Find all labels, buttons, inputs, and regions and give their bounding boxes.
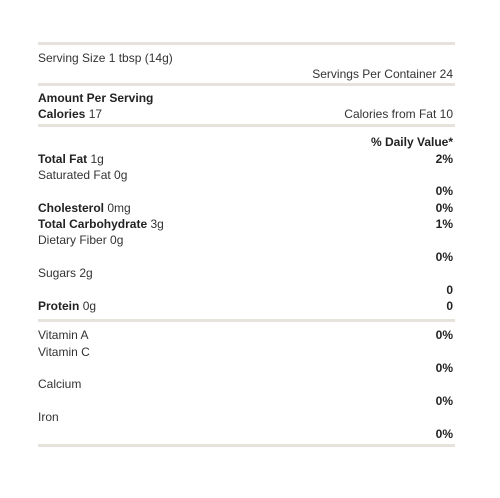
sugars-name: Sugars 2g — [38, 266, 93, 280]
total-fat-name: Total Fat — [38, 152, 88, 166]
protein-name: Protein — [38, 299, 80, 313]
vitamin-a-name: Vitamin A — [38, 328, 89, 342]
calories-rule — [38, 124, 455, 127]
bottom-rule — [38, 444, 455, 447]
serving-size: Serving Size 1 tbsp (14g) — [38, 51, 173, 65]
saturated-fat-name: Saturated Fat 0g — [38, 168, 128, 182]
iron-name: Iron — [38, 410, 59, 424]
calcium-name: Calcium — [38, 377, 82, 391]
protein-rule — [38, 319, 455, 322]
total-fat-dv: 2% — [435, 152, 453, 166]
calcium-dv: 0% — [435, 394, 453, 408]
serving-rule — [38, 83, 455, 86]
total-carbohydrate-name: Total Carbohydrate — [38, 217, 148, 231]
protein-amount: 0g — [82, 299, 97, 313]
calories-row — [38, 107, 102, 121]
protein-dv: 0 — [446, 299, 453, 313]
nutrition-facts-label — [38, 0, 455, 498]
total-fat-amount: 1g — [90, 152, 104, 166]
calories-label: Calories — [38, 107, 86, 121]
saturated-fat-dv: 0% — [435, 184, 453, 198]
total-carbohydrate-row — [38, 217, 164, 231]
cholesterol-row — [38, 201, 131, 215]
protein-row — [38, 299, 96, 313]
servings-per-container: Servings Per Container 24 — [312, 67, 453, 81]
total-carbohydrate-dv: 1% — [435, 217, 453, 231]
total-fat-row — [38, 152, 104, 166]
total-carbohydrate-amount: 3g — [150, 217, 164, 231]
calories-from-fat: Calories from Fat 10 — [344, 107, 453, 121]
dietary-fiber-dv: 0% — [435, 250, 453, 264]
daily-value-header: % Daily Value* — [370, 135, 453, 149]
cholesterol-amount: 0mg — [107, 201, 131, 215]
dietary-fiber-name: Dietary Fiber 0g — [38, 233, 124, 247]
vitamin-c-dv: 0% — [435, 361, 453, 375]
cholesterol-dv: 0% — [435, 201, 453, 215]
vitamin-a-dv: 0% — [435, 328, 453, 342]
sugars-dv: 0 — [446, 283, 453, 297]
top-rule — [38, 42, 455, 45]
iron-dv: 0% — [435, 427, 453, 441]
amount-per-serving: Amount Per Serving — [38, 91, 154, 105]
cholesterol-name: Cholesterol — [38, 201, 105, 215]
vitamin-c-name: Vitamin C — [38, 345, 90, 359]
calories-value: 17 — [88, 107, 103, 121]
